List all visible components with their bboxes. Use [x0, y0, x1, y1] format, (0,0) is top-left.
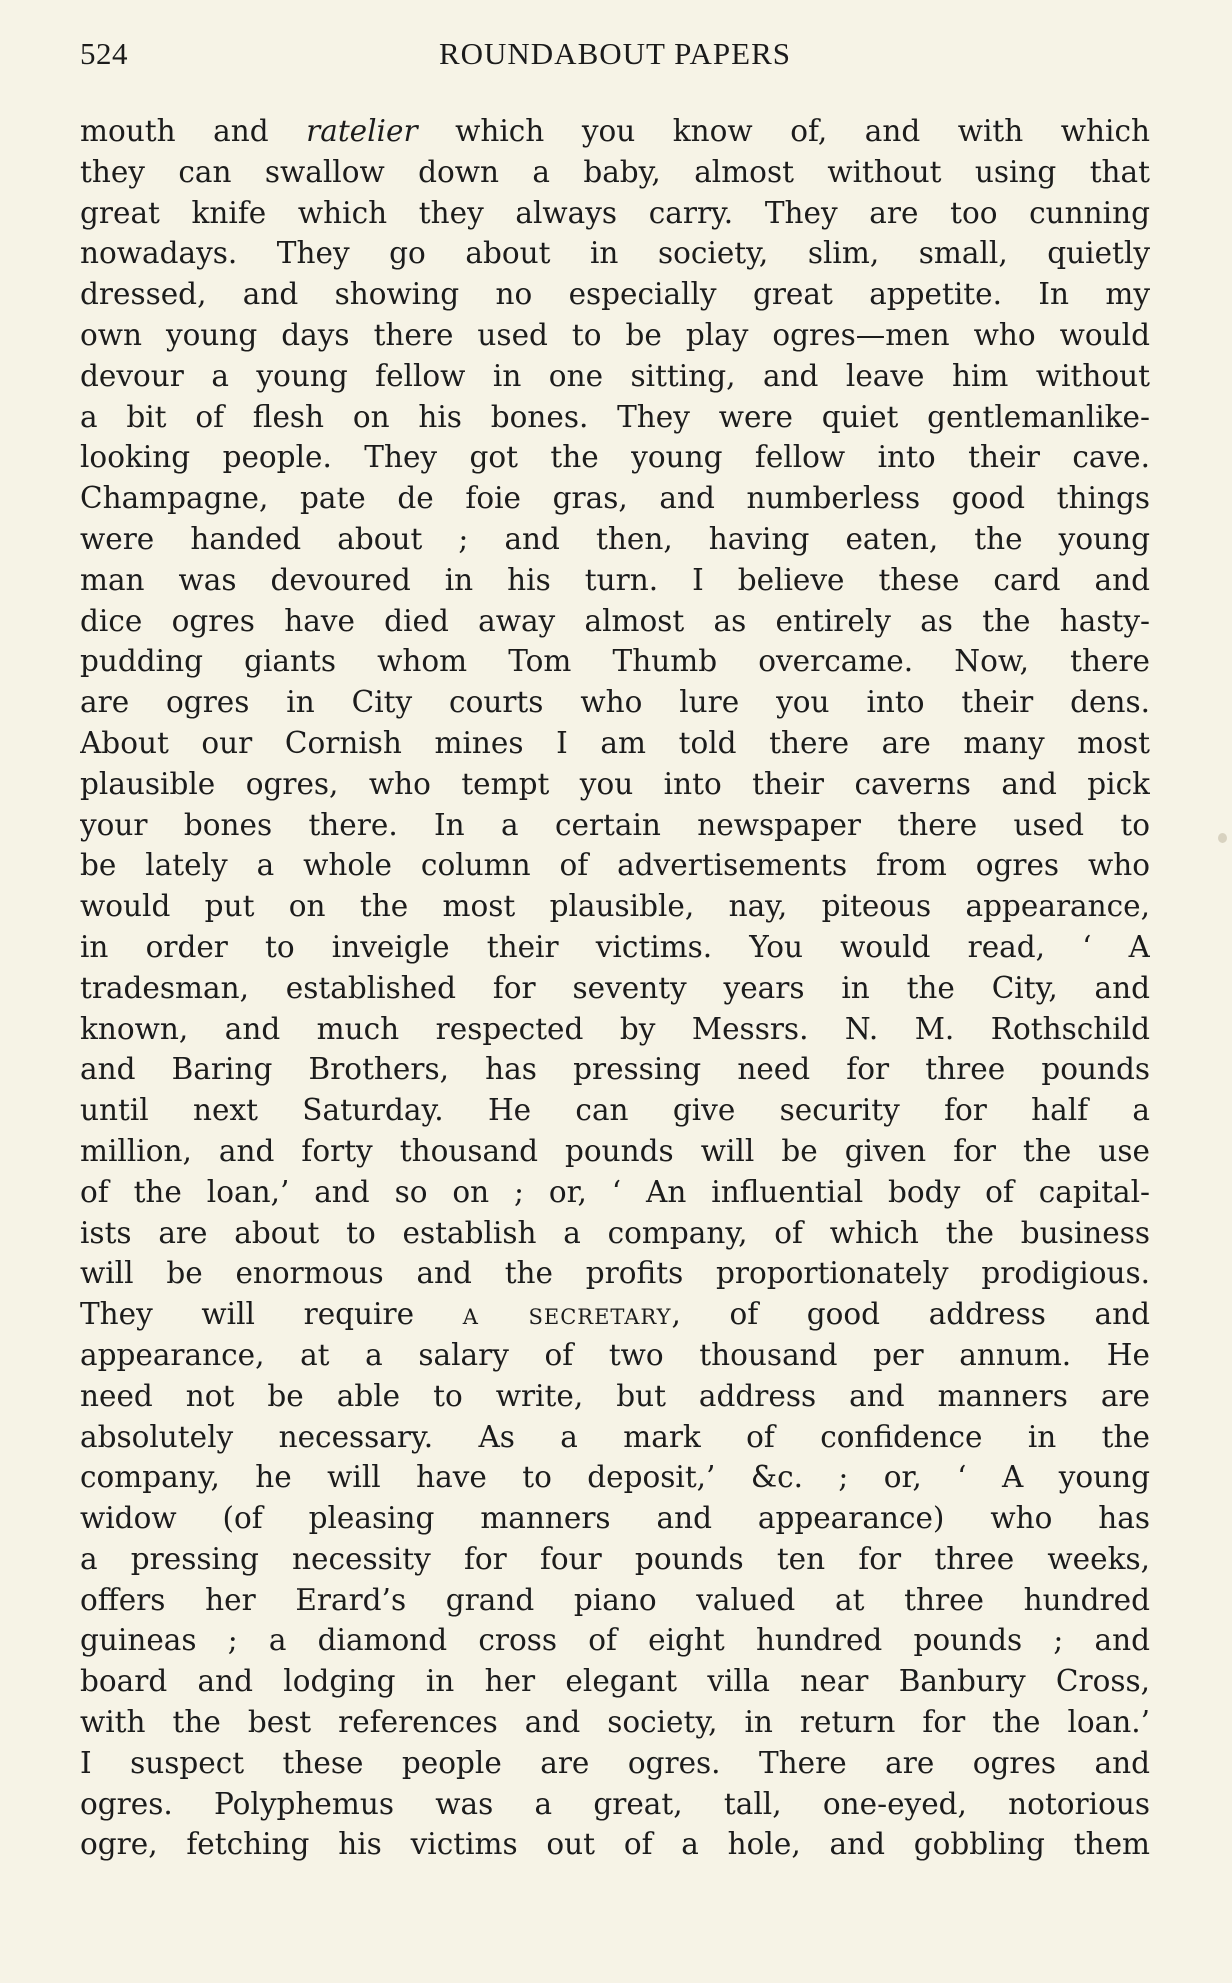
- text-line: great knife which they always carry. They are too cunning: [80, 195, 1150, 230]
- text-line: of the loan,’ and so on ; or, ‘ An influential body of capital-: [80, 1174, 1150, 1209]
- text-line: devour a young fellow in one sitting, and leave him without: [80, 358, 1150, 393]
- italic-word: ratelier: [306, 114, 418, 148]
- text-line: were handed about ; and then, having eaten, the young: [80, 521, 1150, 556]
- text-line: looking people. They got the young fellow into their cave.: [80, 440, 1150, 475]
- small-caps-phrase: a secretary: [462, 1297, 672, 1332]
- text-line: pudding giants whom Tom Thumb overcame. Now, there: [80, 644, 1150, 679]
- text-line: until next Saturday. He can give security for half a: [80, 1093, 1150, 1128]
- text-line: Champagne, pate de foie gras, and numberless good things: [80, 481, 1150, 516]
- text-line: tradesman, established for seventy years in the City, and: [80, 970, 1150, 1005]
- text-line: About our Cornish mines I am told there are many most: [80, 725, 1150, 760]
- text-line: with the best references and society, in return for the loan.’: [80, 1705, 1150, 1740]
- text-line: ists are about to establish a company, of which the business: [80, 1215, 1150, 1250]
- text-line: widow (of pleasing manners and appearance) who has: [80, 1501, 1150, 1536]
- text-line: and Baring Brothers, has pressing need for three pounds: [80, 1052, 1150, 1087]
- text-line: appearance, at a salary of two thousand per annum. He: [80, 1337, 1150, 1372]
- text-line: offers her Erard’s grand piano valued at three hundred: [80, 1582, 1150, 1617]
- text-line: your bones there. In a certain newspaper there used to: [80, 807, 1150, 842]
- text-line: board and lodging in her elegant villa near Banbury Cross,: [80, 1664, 1150, 1699]
- book-title: ROUNDABOUT PAPERS: [438, 36, 792, 71]
- text-line: guineas ; a diamond cross of eight hundred pounds ; and: [80, 1623, 1150, 1658]
- text-line: known, and much respected by Messrs. N. M. Rothschild: [80, 1011, 1150, 1046]
- text-line: company, he will have to deposit,’ &c. ; or, ‘ A young: [80, 1460, 1150, 1495]
- text-run: which you know of, and with which: [417, 114, 1150, 148]
- text-line: plausible ogres, who tempt you into their caverns and pick: [80, 766, 1150, 801]
- text-line: a pressing necessity for four pounds ten for three weeks,: [80, 1541, 1150, 1576]
- margin-speck: [1218, 833, 1227, 843]
- text-line: a bit of flesh on his bones. They were quiet gentlemanlike-: [80, 399, 1150, 434]
- page-number: 524: [80, 36, 128, 71]
- text-line: would put on the most plausible, nay, piteous appearance,: [80, 889, 1150, 924]
- text-run: , of good address and: [671, 1297, 1150, 1332]
- text-line: nowadays. They go about in society, slim, small, quietly: [80, 236, 1150, 271]
- text-line: [80, 111, 1150, 152]
- running-head: [80, 36, 1150, 86]
- text-line: dressed, and showing no especially great appetite. In my: [80, 277, 1150, 312]
- text-line: are ogres in City courts who lure you into their dens.: [80, 685, 1150, 720]
- text-line: in order to inveigle their victims. You would read, ‘ A: [80, 929, 1150, 964]
- text-line: ogres. Polyphemus was a great, tall, one-eyed, notorious: [80, 1786, 1150, 1821]
- text-line: man was devoured in his turn. I believe these card and: [80, 562, 1150, 597]
- text-line: own young days there used to be play ogres—men who would: [80, 317, 1150, 352]
- text-run: They will require: [80, 1297, 463, 1332]
- text-line: need not be able to write, but address and manners are: [80, 1378, 1150, 1413]
- text-line: million, and forty thousand pounds will be given for the use: [80, 1133, 1150, 1168]
- text-run: mouth and: [80, 114, 307, 148]
- text-line: dice ogres have died away almost as entirely as the hasty-: [80, 603, 1150, 638]
- text-line: I suspect these people are ogres. There are ogres and: [80, 1745, 1150, 1780]
- body-text: [80, 111, 1150, 1865]
- text-line: will be enormous and the profits proportionately prodigious.: [80, 1256, 1150, 1291]
- text-line: absolutely necessary. As a mark of confidence in the: [80, 1419, 1150, 1454]
- text-line: they can swallow down a baby, almost without using that: [80, 154, 1150, 189]
- text-line: [80, 1294, 1150, 1335]
- text-line: be lately a whole column of advertisements from ogres who: [80, 848, 1150, 883]
- text-line: ogre, fetching his victims out of a hole, and gobbling them: [80, 1827, 1150, 1862]
